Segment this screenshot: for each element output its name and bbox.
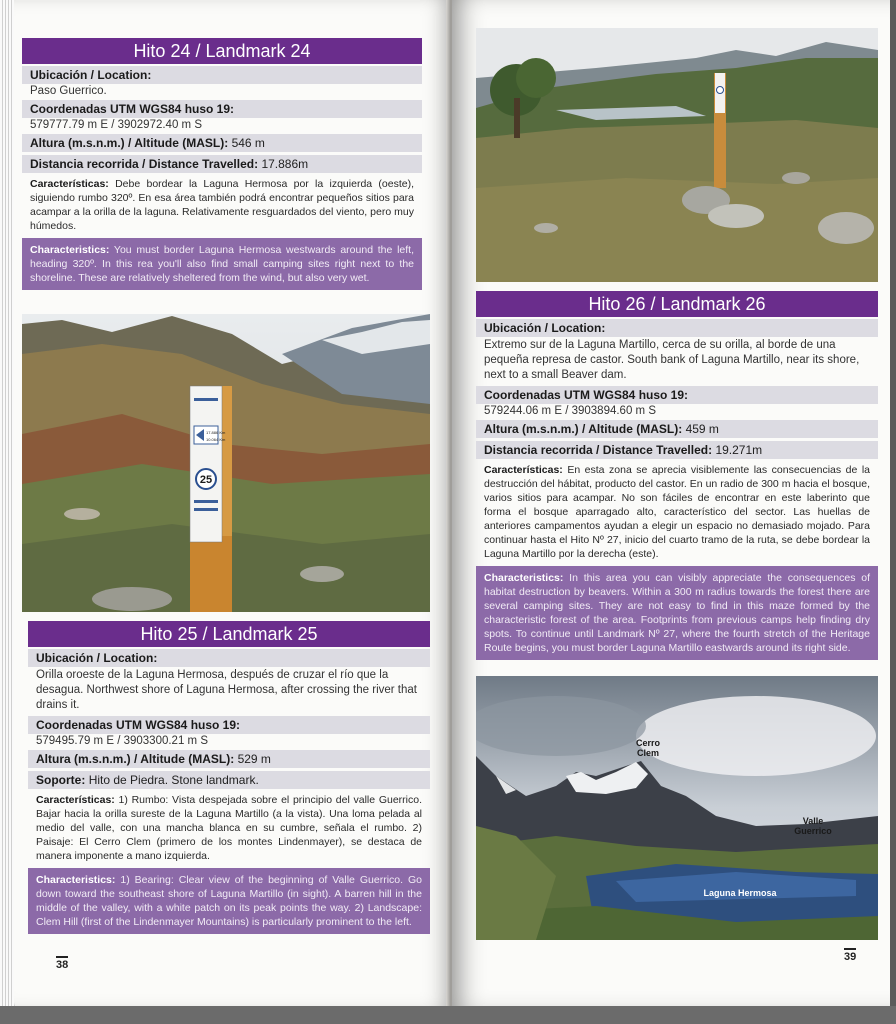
hito26-features — [476, 459, 878, 566]
hito26-distance-row — [476, 441, 878, 459]
hito25-location-label: Ubicación / Location: — [28, 649, 430, 667]
lake-post-image — [476, 28, 878, 282]
mountain-landscape-image — [476, 676, 878, 940]
hito26-distance-label: Distancia recorrida / Distance Travelled: — [484, 443, 713, 457]
hito26-location-value: Extremo sur de la Laguna Martillo, cerca de su orilla, al borde de una pequeña represa de castor. South bank of Laguna Martillo, near its shore, next to a small Beaver dam. — [484, 339, 860, 381]
hito24-altitude-label: Altura (m.s.n.m.) / Altitude (MASL): — [30, 136, 229, 150]
hito25-location-value: Orilla oroeste de la Laguna Hermosa, después de cruzar el río que la desagua. Northwest shore of Laguna Hermosa, after crossing the river that drains it. — [36, 669, 417, 711]
hito25-support-row — [28, 771, 430, 789]
scan-bottom-shadow — [0, 1006, 896, 1024]
hito24-location-value: Paso Guerrico. — [30, 85, 107, 97]
sign-distance-bottom: 10.064 Km — [206, 437, 226, 442]
lake-post-photo — [476, 28, 878, 282]
hito24-characteristics — [22, 238, 422, 290]
hito25-characteristics-text: 1) Bearing: Clear view of the beginning of Valle Guerrico. Go down toward the southeast shore of Laguna Martillo (in sight). A barren hill in the middle of the valley, with a white patch on its peak points the way. 2) Landscape: Clem Hill (first of the Lindenmayer Mountains) is particularly prominent to the left. — [36, 874, 423, 928]
hito25-features — [28, 789, 430, 868]
hito24-location-label: Ubicación / Location: — [22, 66, 422, 84]
hito26-location-label: Ubicación / Location: — [476, 319, 878, 337]
hito24-features-label: Características: — [30, 178, 109, 190]
hito24-altitude-value: 546 m — [231, 136, 265, 150]
hito25-altitude-value: 529 m — [237, 752, 271, 766]
hito26-features-label: Características: — [484, 464, 563, 476]
hito26-features-text: En esta zona se aprecia visiblemente las consecuencias de la destrucción del hábitat, producto del castor. En un radio de 300 m hacia el bosque, varios sitios para acampar. No son fáciles de encontrar en este laberinto que forma el bosque aparragado alto, característico del sector. Las huellas de anteriores campamentos ayudan a elegir un espacio no demasiado mojado. Para continuar hasta el Hito Nº 27, inicio del cuarto tramo de la ruta, se debe bordear la Laguna Martillo por la derecha (este). — [484, 464, 870, 560]
hito24-characteristics-text: You must border Laguna Hermosa westwards around the left, heading 320º. In this rea you'll also find small camping sites right next to the shoreline. These are relatively sheltered from the wind, but also very wet. — [30, 244, 415, 284]
right-page-number: 39 — [844, 948, 856, 963]
hito25-characteristics-label: Characteristics: — [36, 874, 116, 886]
hito25-altitude-row — [28, 750, 430, 768]
hito26-altitude-row — [476, 420, 878, 438]
hito26-coords-label: Coordenadas UTM WGS84 huso 19: — [476, 386, 878, 404]
hito25-support-value: Hito de Piedra. Stone landmark. — [88, 773, 259, 787]
hito24-characteristics-label: Characteristics: — [30, 244, 110, 256]
hito24-title: Hito 24 / Landmark 24 — [22, 38, 422, 64]
hito24-coords-value: 579777.79 m E / 3902972.40 m S — [30, 119, 202, 131]
hito26-title: Hito 26 / Landmark 26 — [476, 291, 878, 317]
hito26-coords-value: 579244.06 m E / 3903894.60 m S — [484, 405, 656, 417]
left-page-number: 38 — [56, 956, 68, 971]
hito24-features — [22, 173, 422, 238]
laguna-hermosa-label: Laguna Hermosa — [703, 888, 777, 898]
hito24-info — [22, 66, 422, 290]
hito26-altitude-label: Altura (m.s.n.m.) / Altitude (MASL): — [484, 422, 683, 436]
hito26-altitude-value: 459 m — [685, 422, 719, 436]
hito24-distance-row — [22, 155, 422, 173]
hito25-info — [28, 649, 430, 934]
mountain-landscape-photo — [476, 676, 878, 940]
hito24-coords-label: Coordenadas UTM WGS84 huso 19: — [22, 100, 422, 118]
valle-guerrico-label: Valle Guerrico — [794, 816, 832, 836]
hito25-characteristics — [28, 868, 430, 934]
hito26-characteristics-text: In this area you can visibly appreciate the consequences of habitat destruction by beavers. Within a 300 m radius towards the forest there are several camping sites. They are not easy to find in this maze formed by the characteristic forest of the area. Footprints from previous camps help finding dry spots. To continue until Landmark Nº 27, where the fourth stretch of the Heritage Route begins, you must border Laguna Martillo eastwards around its right side. — [484, 572, 870, 654]
hito25-support-label: Soporte: — [36, 773, 86, 787]
hito26-info — [476, 319, 878, 660]
hito25-coords-label: Coordenadas UTM WGS84 huso 19: — [28, 716, 430, 734]
cerro-clem-label: Cerro Clem — [635, 738, 660, 758]
sign-distance-top: 17.886 Km — [206, 430, 226, 435]
hito24-distance-label: Distancia recorrida / Distance Travelled: — [30, 157, 259, 171]
hito25-features-text: 1) Rumbo: Vista despejada sobre el principio del valle Guerrico. Bajar hacia la orilla sureste de la Laguna Martillo (a la vista). Una loma pelada al medio del valle, con una mancha blanca en su cumbre, señala el rumbo. 2) Paisaje: El Cerro Clem (primero de los montes Lindenmayer), se destaca de manera imponente a mano izquierda. — [36, 794, 422, 862]
landmark-post-photo — [22, 314, 430, 612]
hito26-characteristics-label: Characteristics: — [484, 572, 564, 584]
hito24-features-text: Debe bordear la Laguna Hermosa por la izquierda (oeste), siguiendo rumbo 320º. En esa área también podrá encontrar pequeños sitios para acampar a la orilla de la laguna. Relativamente resguardados del viento, pero muy húmedos. — [30, 178, 415, 232]
hito25-altitude-label: Altura (m.s.n.m.) / Altitude (MASL): — [36, 752, 235, 766]
hito24-altitude-row — [22, 134, 422, 152]
hito25-coords-value: 579495.79 m E / 3903300.21 m S — [36, 735, 208, 747]
right-page — [452, 0, 890, 1008]
hito24-distance-value: 17.886m — [261, 157, 309, 171]
hito25-features-label: Características: — [36, 794, 115, 806]
left-page — [14, 0, 450, 1008]
hito26-distance-value: 19.271m — [715, 443, 763, 457]
hito26-characteristics — [476, 566, 878, 660]
sign-number: 25 — [199, 474, 213, 486]
hito25-title: Hito 25 / Landmark 25 — [28, 621, 430, 647]
landmark-post-image — [22, 314, 430, 612]
